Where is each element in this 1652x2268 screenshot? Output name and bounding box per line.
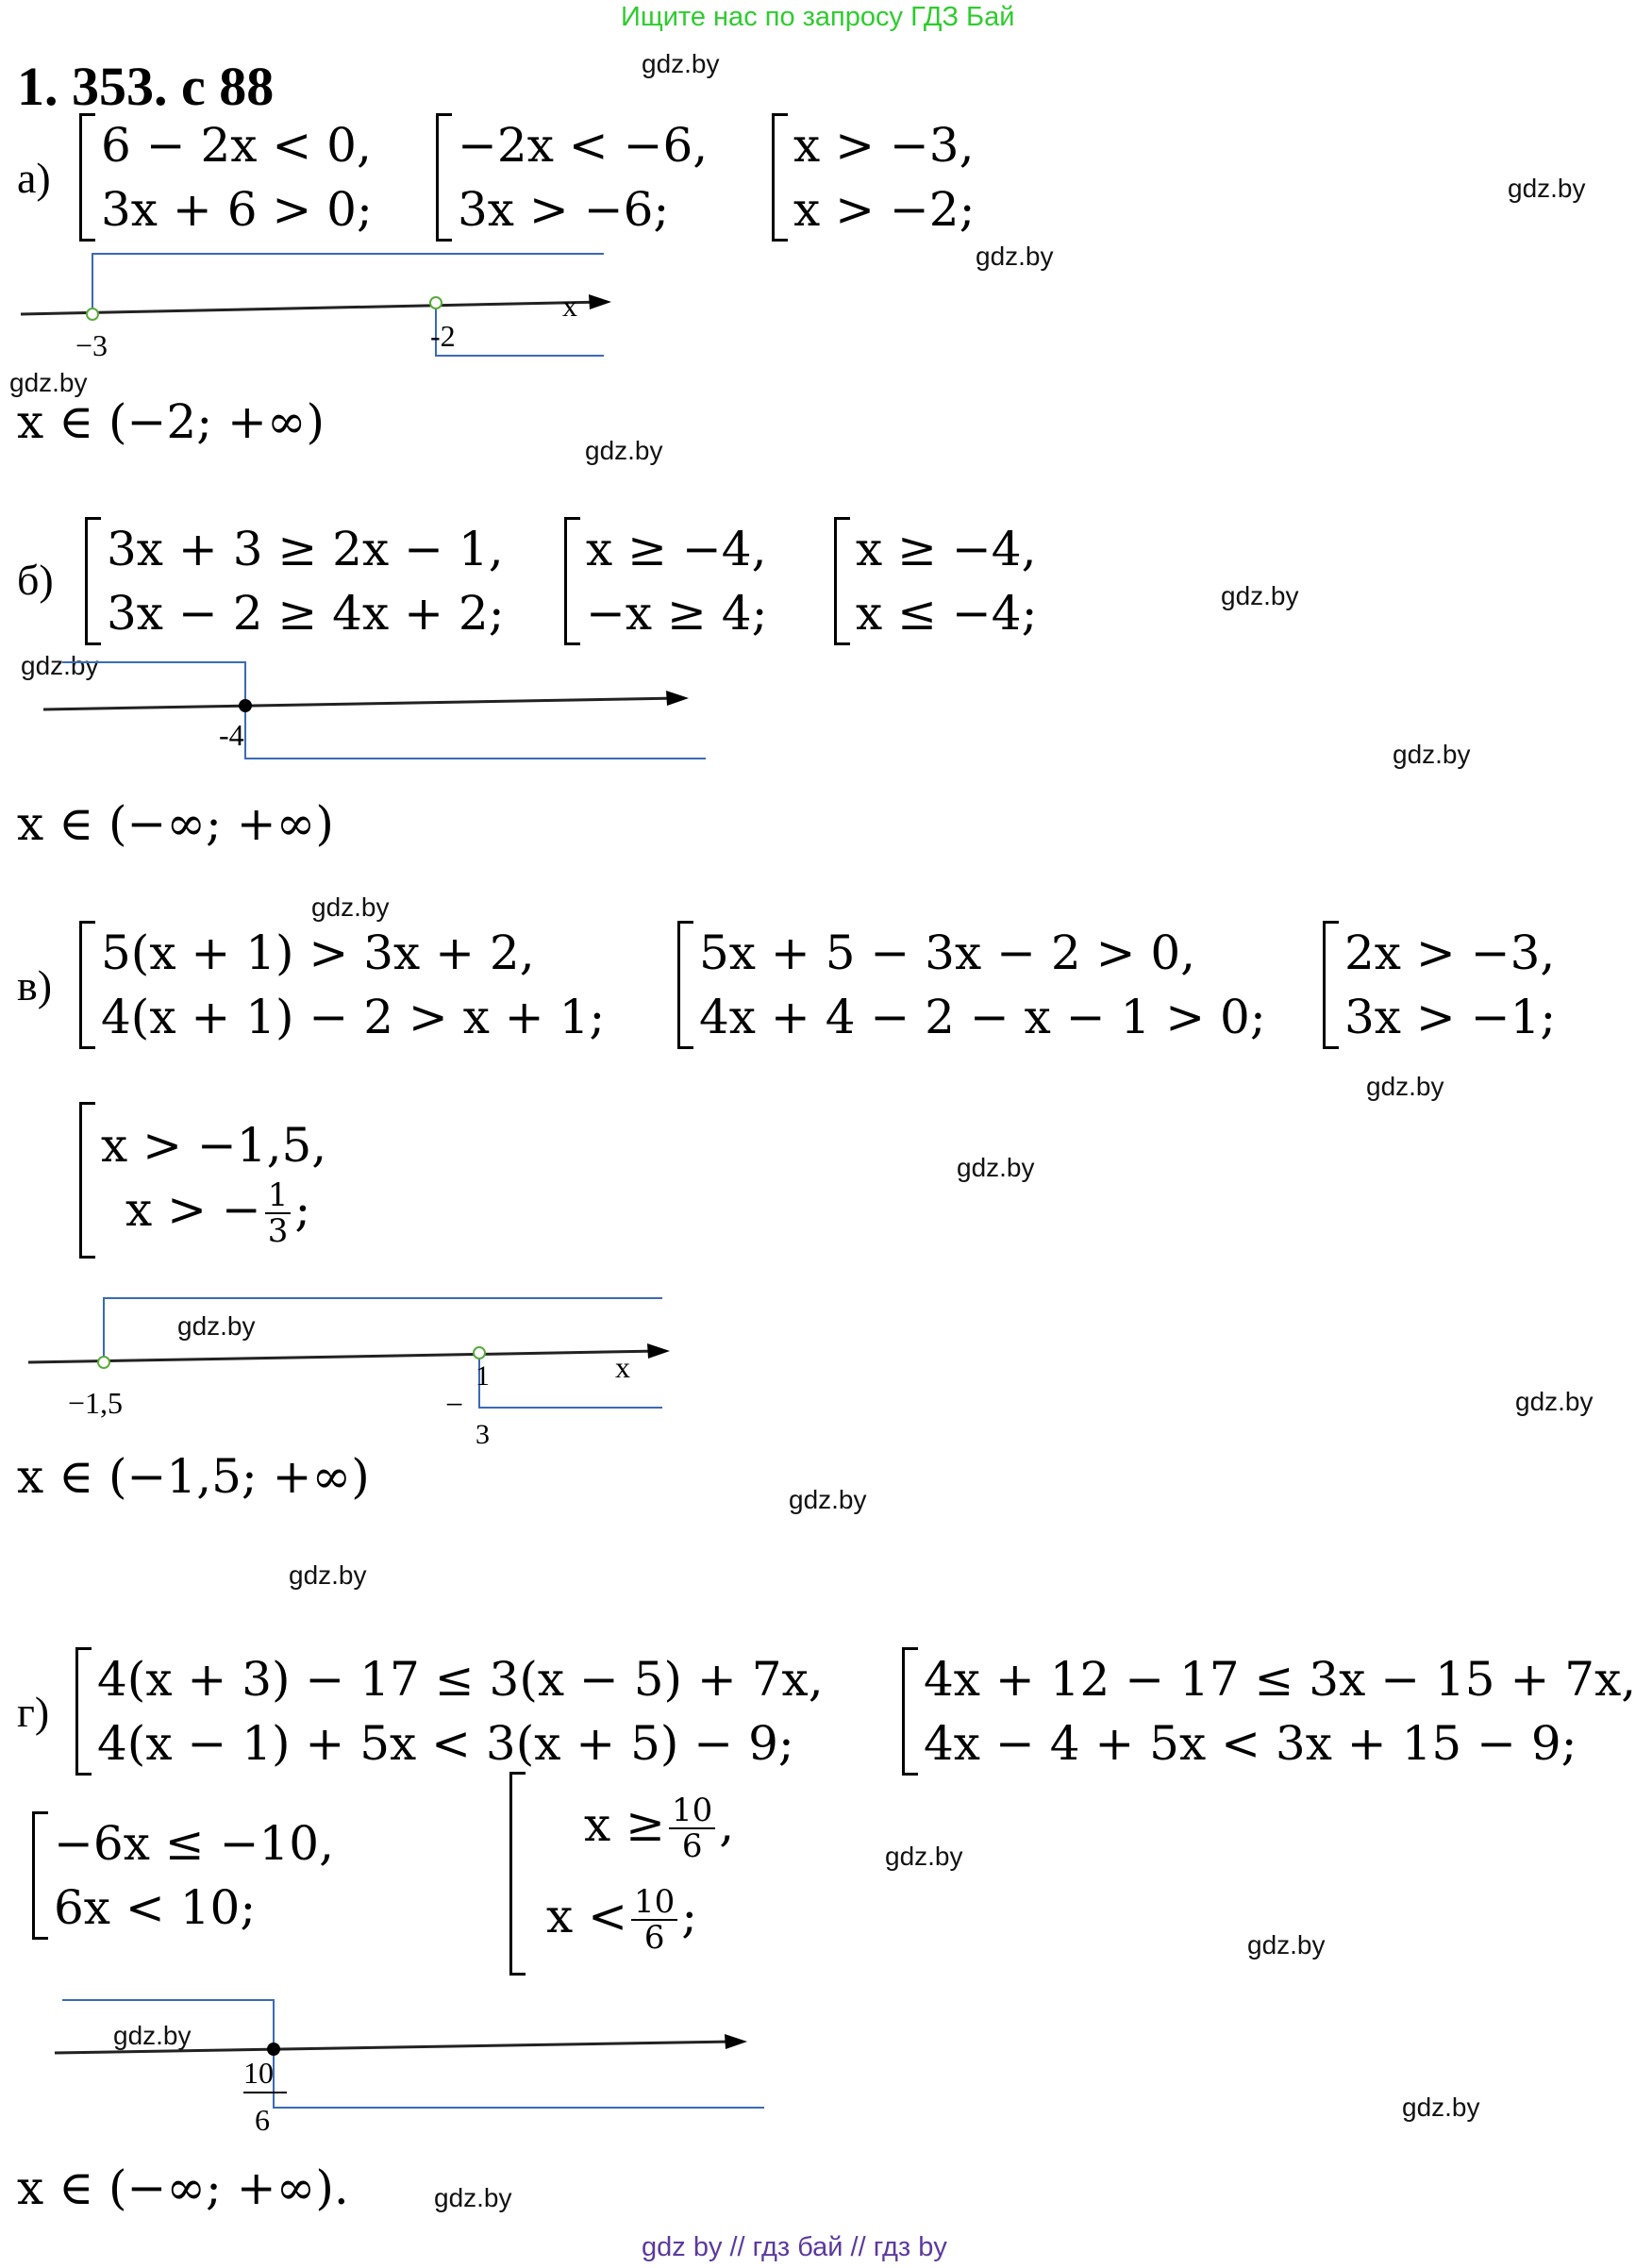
equation-line: 4(x + 1) − 2 > x + 1;	[101, 990, 606, 1044]
equation-line: 4x + 12 − 17 ≤ 3x − 15 + 7x,	[924, 1652, 1637, 1707]
watermark: gdz.by	[1247, 1930, 1326, 1959]
part-a-label: а)	[17, 154, 51, 202]
equation-line: x > −3,	[793, 118, 975, 173]
equation-line: 2x > −3,	[1344, 926, 1556, 980]
part-a-system-1	[79, 113, 373, 242]
watermark: gdz.by	[976, 242, 1054, 271]
watermark: gdz.by	[1393, 740, 1471, 769]
axis-point-label: −3	[75, 328, 108, 362]
part-v-system-3	[1323, 921, 1556, 1049]
fraction	[265, 1178, 292, 1248]
axis-point-label: 6	[255, 2103, 270, 2137]
part-a-number-line	[0, 241, 642, 373]
equation-line	[546, 1884, 734, 1955]
equation-line: 3x > −1;	[1344, 990, 1557, 1044]
equation-part: ;	[681, 1889, 698, 1943]
top-banner: Ищите нас по запросу ГДЗ Бай	[621, 2, 1015, 32]
watermark: gdz.by	[1221, 581, 1299, 610]
part-v-system-1	[79, 921, 605, 1049]
watermark: gdz.by	[434, 2183, 512, 2212]
watermark: gdz.by	[1508, 174, 1586, 203]
fraction	[669, 1793, 715, 1863]
part-g-number-line	[0, 1991, 793, 2160]
equation-line: 4x + 4 − 2 − x − 1 > 0;	[699, 990, 1266, 1044]
closed-point	[239, 699, 252, 712]
equation-line: 4(x + 3) − 17 ≤ 3(x − 5) + 7x,	[97, 1652, 824, 1707]
equation-line: x ≤ −4;	[856, 586, 1038, 641]
axis-line	[55, 2042, 736, 2053]
part-b-label: б)	[17, 556, 54, 604]
axis-point-label: 10	[243, 2056, 274, 2090]
part-b-system-3	[834, 517, 1037, 645]
fraction-denominator: 6	[643, 1919, 665, 1957]
part-g-label: г)	[17, 1688, 50, 1736]
fraction-denominator: 6	[681, 1827, 703, 1865]
watermark: gdz.by	[585, 436, 663, 465]
closed-point	[267, 2043, 280, 2056]
open-point	[98, 1357, 109, 1368]
axis-arrow-icon	[725, 2034, 747, 2049]
equation-line: 4x − 4 + 5x < 3x + 15 − 9;	[924, 1716, 1577, 1771]
equation-line: x ≥ −4,	[586, 522, 767, 576]
equation-line: 6x < 10;	[54, 1880, 257, 1935]
equation-part: ;	[294, 1181, 311, 1237]
equation-line: x > −1,5,	[101, 1117, 327, 1173]
watermark: gdz.by	[1515, 1387, 1594, 1416]
equation-line: −6x ≤ −10,	[54, 1816, 334, 1871]
equation-line: 3x + 3 ≥ 2x − 1,	[107, 522, 504, 576]
part-b-system-1	[85, 517, 505, 645]
axis-arrow-icon	[666, 691, 689, 706]
equation-line: 6 − 2x < 0,	[101, 118, 372, 173]
fraction-denominator: 3	[267, 1211, 289, 1250]
footer-links: gdz by // гдз бай // гдз by	[642, 2232, 947, 2262]
fraction-numerator: 1	[265, 1178, 292, 1214]
solution-bracket-upper	[62, 662, 245, 706]
equation-line: 3x + 6 > 0;	[101, 182, 373, 237]
part-b-answer: x ∈ (−∞; +∞)	[17, 796, 334, 851]
part-g-system-2	[902, 1647, 1636, 1776]
part-v-answer: x ∈ (−1,5; +∞)	[17, 1449, 370, 1504]
part-b-system-2	[564, 517, 767, 645]
axis-point-label: −	[445, 1388, 464, 1423]
part-v-system-4	[79, 1102, 326, 1259]
equation-line: 3x − 2 ≥ 4x + 2;	[107, 586, 505, 641]
part-v-label: в)	[17, 961, 53, 1009]
equation-line: x ≥ −4,	[856, 522, 1037, 576]
watermark: gdz.by	[177, 1311, 256, 1341]
axis-point-label: −1,5	[68, 1386, 124, 1420]
watermark: gdz.by	[1402, 2093, 1480, 2122]
axis-point-label: 1	[476, 1360, 490, 1392]
watermark: gdz.by	[289, 1560, 367, 1590]
part-a-answer: x ∈ (−2; +∞)	[17, 394, 325, 449]
equation-part: x <	[546, 1889, 627, 1943]
fraction	[631, 1885, 677, 1955]
equation-line: 5(x + 1) > 3x + 2,	[101, 926, 535, 980]
equation-line	[584, 1793, 734, 1863]
watermark: gdz.by	[311, 892, 390, 922]
axis-arrow-icon	[589, 294, 611, 309]
fraction-numerator: 10	[669, 1793, 715, 1829]
watermark: gdz.by	[1366, 1072, 1444, 1101]
equation-line: 5x + 5 − 3x − 2 > 0,	[699, 926, 1196, 980]
part-a-system-2	[436, 113, 708, 242]
axis-arrow-icon	[647, 1343, 670, 1359]
part-a-system-3	[772, 113, 975, 242]
axis-point-label: -2	[430, 319, 456, 353]
solution-bracket-lower	[436, 303, 604, 356]
part-g-system-1	[75, 1647, 824, 1776]
equation-line: x > −2;	[793, 182, 976, 237]
part-g-system-3	[32, 1811, 334, 1940]
part-v-system-2	[677, 921, 1266, 1049]
equation-part: ,	[719, 1797, 735, 1852]
axis-line	[43, 698, 679, 709]
part-g-system-4	[509, 1772, 734, 1976]
equation-part: x > −	[125, 1181, 261, 1237]
axis-line	[21, 302, 604, 314]
solution-bracket-upper	[92, 254, 604, 314]
open-point	[87, 309, 98, 320]
axis-variable-label: x	[562, 289, 577, 323]
equation-line: 3x > −6;	[458, 182, 670, 237]
axis-point-label: -4	[219, 718, 244, 752]
watermark: gdz.by	[957, 1153, 1035, 1182]
solution-bracket-lower	[245, 706, 706, 759]
equation-part: x ≥	[584, 1797, 665, 1852]
solution-bracket-upper	[62, 2000, 274, 2049]
solution-bracket-lower	[479, 1353, 662, 1408]
page-title: 1. 353. с 88	[17, 56, 275, 117]
open-point	[430, 297, 442, 309]
fraction-numerator: 10	[631, 1885, 677, 1921]
equation-line: −x ≥ 4;	[586, 586, 768, 641]
axis-point-label: 3	[476, 1419, 490, 1450]
solution-bracket-lower	[274, 2049, 764, 2108]
equation-line: 4(x − 1) + 5x < 3(x + 5) − 9;	[97, 1716, 794, 1771]
watermark: gdz.by	[21, 651, 99, 680]
watermark: gdz.by	[113, 2021, 192, 2050]
watermark: gdz.by	[885, 1842, 963, 1871]
part-g-answer: x ∈ (−∞; +∞).	[17, 2160, 349, 2215]
open-point	[474, 1347, 485, 1359]
axis-variable-label: x	[615, 1350, 630, 1384]
part-b-number-line	[0, 651, 717, 774]
watermark: gdz.by	[789, 1485, 867, 1514]
watermark: gdz.by	[642, 49, 720, 78]
axis-line	[28, 1351, 660, 1362]
equation-line	[125, 1177, 326, 1248]
watermark: gdz.by	[9, 368, 88, 397]
part-v-number-line	[0, 1283, 698, 1453]
equation-line: −2x < −6,	[458, 118, 709, 173]
